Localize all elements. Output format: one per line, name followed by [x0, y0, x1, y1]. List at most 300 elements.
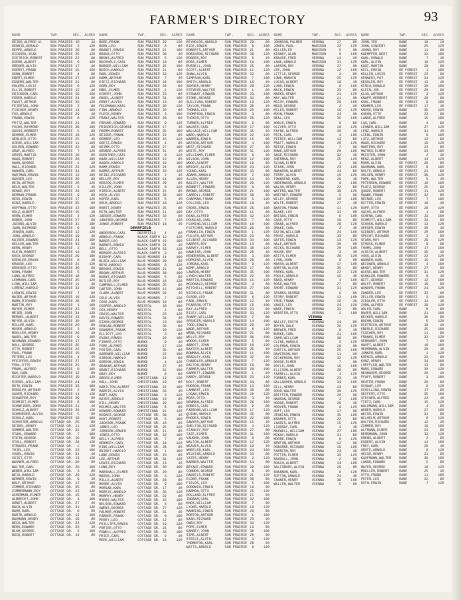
- entry-section: 7: [164, 296, 167, 301]
- entry-acres: 40: [91, 429, 96, 434]
- entry-township: COTTAGE GR.: [50, 469, 73, 474]
- entry-section: 11: [336, 97, 341, 102]
- entry-acres: 80: [91, 48, 96, 53]
- entry-acres: 120: [437, 93, 444, 98]
- entry-name: MOON,FRANK: [273, 113, 294, 118]
- entry-acres: 160: [437, 457, 444, 462]
- entry-section: 24: [336, 230, 341, 235]
- entry-acres: 80: [352, 210, 357, 215]
- entry-acres: 80: [352, 89, 357, 94]
- entry-section: 33: [75, 242, 80, 247]
- entry-acres: 40: [178, 365, 183, 370]
- entry-acres: 80: [91, 81, 96, 86]
- entry-township: SUN PRAIRIE: [50, 279, 73, 284]
- entry-acres: 80: [91, 153, 96, 158]
- entry-township: DE FOREST: [399, 214, 418, 219]
- entry-acres: 160: [89, 109, 96, 114]
- entry-name: MOORE,ALVIN: [99, 482, 122, 487]
- entry-section: 11: [162, 68, 167, 73]
- entry-township: SUN PRAIRIE: [50, 404, 73, 409]
- entry-acres: 80: [439, 380, 444, 385]
- entry-township: VIENNA: [311, 405, 325, 410]
- entry-acres: 160: [263, 222, 270, 227]
- entry-acres: 160: [263, 368, 270, 373]
- entry-township: VERONA: [311, 89, 325, 94]
- entry-acres: 160: [89, 141, 96, 146]
- entry-name: MAIER,ARTHUR: [12, 295, 37, 300]
- entry-section: 4: [77, 356, 80, 361]
- entry-section: 27: [162, 506, 167, 511]
- entry-section: 2: [164, 535, 167, 540]
- entry-name: STAHL,EDWARD: [12, 433, 37, 438]
- entry-township: SUN PRAIRIE: [137, 60, 160, 65]
- entry-acres: 160: [350, 311, 357, 316]
- entry-township: SUN PRAIRIE: [137, 194, 160, 199]
- entry-section: 12: [336, 68, 341, 73]
- entry-acres: 120: [89, 505, 96, 510]
- entry-acres: 120: [263, 392, 270, 397]
- entry-township: SUN PRAIRIE: [224, 493, 248, 498]
- entry-name: ROWE,ARTHUR: [273, 149, 296, 154]
- entry-name: ALTMANN,ELMER: [360, 429, 388, 434]
- entry-acres: 80: [178, 527, 183, 532]
- entry-acres: 120: [176, 40, 183, 45]
- entry-acres: 160: [89, 497, 96, 502]
- entry-township: DE FOREST: [399, 259, 418, 264]
- entry-section: 1: [77, 162, 80, 166]
- entry-township: SUN PRAIRIE: [224, 372, 248, 377]
- entry-acres: 160: [350, 149, 357, 154]
- entry-name: JONES,OTTO: [99, 434, 120, 439]
- entry-acres: 80: [352, 113, 357, 118]
- entry-township: COTTAGE GR.: [50, 425, 73, 430]
- entry-township: COTTAGE GR.: [137, 442, 160, 447]
- entry-section: 24: [249, 307, 254, 312]
- entry-township: VIENNA: [311, 417, 325, 422]
- entry-name: NASH,RICHARD: [186, 518, 211, 523]
- entry-acres: 120: [350, 141, 357, 146]
- entry-name: MYERS,WALTER: [99, 498, 124, 503]
- entry-section: 8: [251, 44, 254, 49]
- entry-township: BRISTOL: [137, 332, 152, 337]
- entry-township: SUN PRAIRIE: [224, 416, 248, 421]
- entry-township: VERONA: [311, 299, 325, 304]
- entry-name: MANNING,EDWIN: [186, 510, 213, 515]
- entry-acres: 40: [91, 113, 96, 118]
- entry-name: LUND,EDWIN: [273, 85, 294, 90]
- entry-township: COTTAGE GR.: [137, 510, 160, 515]
- entry-name: HARMS,ARTHUR: [99, 170, 124, 175]
- entry-section: 21: [249, 473, 254, 478]
- entry-name: PRAHL,ALFRED: [12, 368, 37, 373]
- entry-name: OLIVER,OTTO: [273, 125, 296, 130]
- entry-township: SUN PRAIRIE: [224, 360, 248, 365]
- entry-acres: 160: [176, 466, 183, 471]
- entry-section: 1: [77, 303, 80, 308]
- entry-section: 5: [164, 56, 167, 61]
- entry-name: PARKER,FRANK: [99, 515, 124, 520]
- entry-township: VERONA: [311, 109, 325, 114]
- entry-name: FEIERTAG,JOHN: [12, 105, 39, 110]
- column-label-section: SEC.: [421, 34, 431, 38]
- entry-township: SUN PRAIRIE: [224, 522, 248, 527]
- entry-township: SUN PRAIRIE: [137, 52, 160, 57]
- entry-township: SUN PRAIRIE: [50, 125, 73, 130]
- entry-township: SUN PRAIRIE: [137, 182, 160, 187]
- entry-acres: 80: [178, 166, 183, 171]
- entry-name: JOHNSON,ERWIN: [99, 430, 126, 435]
- entry-acres: 80: [352, 234, 357, 239]
- entry-acres: 160: [263, 384, 270, 389]
- entry-acres: 80: [439, 356, 444, 361]
- entry-section: 34: [336, 170, 341, 175]
- entry-section: 13: [424, 81, 429, 86]
- entry-acres: 160: [176, 210, 183, 215]
- entry-township: VERONA: [311, 206, 325, 211]
- entry-section: 24: [75, 97, 80, 102]
- entry-acres: 120: [176, 218, 183, 223]
- entry-name: LAMBERT,LEO: [186, 388, 209, 393]
- entry-name: MITCHELL,ROBERT: [186, 287, 217, 292]
- entry-township: SUN PRAIRIE: [50, 323, 73, 328]
- entry-section: 12: [336, 442, 341, 447]
- entry-name: TUCKER,OTTO: [186, 117, 209, 122]
- entry-section: 25: [75, 137, 80, 142]
- entry-name: NOLL,GEORGE: [12, 344, 35, 349]
- entry-section: 20: [162, 470, 167, 475]
- entry-acres: 160: [263, 287, 270, 292]
- entry-township: DANE: [399, 141, 408, 146]
- entry-township: SUN PRAIRIE: [224, 125, 248, 130]
- entry-name: RICHTER,HAROLD: [12, 376, 41, 381]
- entry-township: SUN PRAIRIE: [224, 538, 248, 543]
- entry-township: SUN PRAIRIE: [50, 44, 73, 49]
- entry-section: 15: [424, 117, 429, 122]
- entry-section: 12: [336, 295, 341, 300]
- entry-name: LIEBL,EDWIN: [360, 133, 384, 138]
- entry-acres: 120: [350, 373, 357, 378]
- entry-acres: 80: [178, 109, 183, 114]
- entry-township: COTTAGE GR.: [50, 530, 73, 535]
- entry-township: DE FOREST: [399, 230, 418, 235]
- entry-township: SUN PRAIRIE: [50, 299, 73, 304]
- entry-acres: 80: [91, 348, 96, 353]
- entry-name: DIETZ,RICHARD: [99, 81, 126, 86]
- entry-name: DOYLE,JOHN: [273, 365, 294, 370]
- entry-acres: 80: [439, 186, 444, 191]
- entry-township: SUN PRAIRIE: [224, 433, 248, 438]
- directory-entry: [274, 483, 357, 487]
- entry-acres: 120: [350, 287, 357, 292]
- entry-name: HOLLAND,ALFRED: [186, 493, 215, 498]
- entry-section: 8: [426, 449, 429, 454]
- entry-section: 16: [75, 153, 80, 158]
- entry-section: 23: [336, 377, 341, 382]
- entry-name: SIMPSON,KARL: [186, 77, 211, 82]
- column-label-section: SEC.: [72, 34, 82, 38]
- entry-section: 19: [162, 239, 167, 244]
- entry-name: EBERLE,RICHARD: [360, 327, 390, 332]
- entry-name: HUBER,JOHN: [12, 218, 33, 223]
- entry-section: 31: [424, 129, 429, 134]
- entry-name: SOMMER,WALTER: [12, 429, 39, 434]
- entry-name: KEIL,ERVIN: [360, 68, 382, 73]
- entry-section: 19: [75, 376, 80, 381]
- entry-name: JACOBS,ALVIN: [12, 222, 37, 227]
- entry-section: 24: [336, 450, 341, 455]
- entry-section: 27: [162, 145, 167, 150]
- entry-name: WEBER,WILLIAM: [12, 469, 39, 474]
- entry-acres: 80: [91, 170, 96, 175]
- entry-acres: 40: [352, 226, 357, 231]
- entry-name: RUSSELL,JOHN: [186, 64, 211, 69]
- entry-township: CHRISTIANA: [137, 385, 158, 390]
- entry-name: JUNG,ARNOLD: [12, 234, 35, 239]
- entry-section: 5: [426, 178, 429, 183]
- directory-column-3: [186, 34, 269, 586]
- entry-township: COTTAGE GR.: [50, 522, 73, 527]
- entry-section: 7: [164, 438, 167, 443]
- entry-acres: 80: [352, 369, 357, 374]
- entry-name: BURNS,RICHARD: [99, 276, 126, 281]
- entry-township: DE FOREST: [399, 246, 418, 251]
- entry-section: 21: [336, 93, 341, 98]
- entry-name: MILES,ROBERT: [273, 109, 299, 114]
- entry-section: 26: [162, 478, 167, 483]
- entry-name: CONNOR,GEORGE: [186, 469, 213, 474]
- entry-name: ARNOLD,FRANK: [99, 235, 124, 240]
- entry-township: DE FOREST: [399, 242, 418, 247]
- entry-township: DE FOREST: [399, 283, 418, 288]
- entry-acres: 120: [437, 60, 444, 65]
- entry-township: SUN PRAIRIE: [137, 149, 160, 154]
- entry-section: 34: [424, 218, 429, 223]
- entry-name: BAHR,KARL: [12, 510, 31, 515]
- entry-acres: 160: [350, 166, 357, 171]
- entry-section: 18: [249, 60, 254, 65]
- entry-acres: 80: [91, 421, 96, 425]
- entry-name: HERZOG,ELMER: [99, 182, 124, 187]
- entry-name: GILL,HENRY: [273, 385, 294, 390]
- entry-name: HORST,HENRY: [99, 206, 122, 211]
- entry-name: KAEMPFER,BERT: [360, 52, 388, 57]
- entry-name: JOHN,TED: [360, 40, 378, 45]
- entry-name: KOHL,FRANK: [360, 101, 382, 106]
- entry-name: HAWKINS,JOHN: [186, 251, 211, 256]
- entry-acres: 80: [178, 446, 183, 451]
- entry-acres: 40: [352, 450, 357, 455]
- entry-name: ULRICH,ALBERT: [360, 251, 388, 256]
- entry-acres: 120: [89, 360, 96, 365]
- entry-acres: 80: [178, 276, 183, 281]
- entry-acres: 120: [350, 157, 357, 162]
- entry-township: VERONA: [311, 113, 325, 118]
- entry-township: DANE: [399, 469, 408, 474]
- entry-section: 12: [424, 137, 429, 142]
- entry-township: SUN PRAIRIE: [224, 408, 248, 413]
- entry-acres: 80: [178, 44, 183, 49]
- entry-section: 21: [249, 190, 254, 195]
- entry-township: SUN PRAIRIE: [224, 384, 248, 389]
- entry-section: 34: [162, 458, 167, 463]
- entry-acres: 160: [437, 230, 444, 235]
- entry-acres: 160: [89, 238, 96, 243]
- entry-section: 6: [426, 133, 429, 138]
- entry-acres: 120: [437, 400, 444, 405]
- entry-township: DANE: [399, 400, 408, 405]
- entry-name: CRAIG,WALTER: [99, 312, 124, 317]
- entry-acres: 120: [437, 190, 444, 195]
- entry-name: EBEL,ELMER: [99, 89, 120, 94]
- entry-section: 33: [162, 531, 167, 536]
- entry-section: 15: [249, 137, 254, 142]
- entry-name: PRICE,CARL: [99, 535, 120, 540]
- entry-township: DANE: [399, 52, 408, 57]
- entry-township: SUN PRAIRIE: [224, 157, 248, 162]
- entry-name: GIBSON,HAROLD: [99, 357, 126, 362]
- entry-township: DANE: [399, 113, 408, 118]
- entry-acres: 120: [350, 222, 357, 227]
- entry-section: 8: [338, 328, 341, 333]
- entry-section: 5: [251, 481, 254, 486]
- entry-section: 16: [162, 81, 167, 86]
- entry-acres: 120: [350, 190, 357, 195]
- entry-name: EBERT,ELMER: [12, 77, 35, 82]
- entry-acres: 80: [178, 332, 183, 337]
- entry-acres: 120: [176, 539, 183, 544]
- entry-township: SUN PRAIRIE: [50, 97, 73, 102]
- entry-acres: 80: [178, 206, 183, 211]
- entry-acres: 80: [178, 519, 183, 524]
- entry-township: SUN PRAIRIE: [224, 68, 248, 73]
- entry-township: DE FOREST: [399, 182, 418, 187]
- entry-name: WERNER,EDWIN: [12, 477, 37, 482]
- entry-section: 9: [164, 121, 167, 126]
- entry-acres: 80: [439, 461, 444, 466]
- entry-section: 18: [249, 485, 254, 490]
- entry-section: 34: [336, 381, 341, 386]
- entry-section: 23: [75, 449, 80, 454]
- entry-section: 17: [336, 40, 341, 45]
- entry-acres: 80: [265, 170, 270, 175]
- entry-acres: 80: [91, 534, 96, 539]
- entry-section: 14: [162, 397, 167, 402]
- entry-section: 1: [251, 372, 254, 377]
- entry-township: SUN PRAIRIE: [224, 101, 248, 106]
- entry-township: DANE: [399, 340, 408, 345]
- directory-column-1: [12, 34, 95, 586]
- entry-name: DRAKE,CARL: [273, 226, 294, 231]
- entry-section: 36: [249, 336, 254, 341]
- entry-name: GARRETT,EDWARD: [186, 372, 215, 377]
- entry-name: DUNN,ROBERT: [12, 72, 35, 77]
- entry-acres: 160: [437, 376, 444, 381]
- entry-acres: 160: [350, 198, 357, 203]
- entry-name: FROMM,ROBERT: [99, 129, 124, 134]
- entry-name: RHODES,EDWIN: [186, 416, 211, 421]
- entry-township: VERONA: [311, 291, 325, 296]
- entry-section: 4: [77, 214, 80, 219]
- entry-name: HALL,RICHARD: [12, 166, 37, 171]
- entry-name: MOHR,ALVIN: [360, 162, 382, 166]
- entry-township: MADISON: [311, 44, 327, 49]
- entry-township: DANE: [399, 315, 408, 320]
- entry-township: DANE: [399, 356, 408, 361]
- entry-acres: 120: [89, 295, 96, 300]
- entry-township: SUN PRAIRIE: [137, 210, 160, 215]
- entry-section: 6: [251, 295, 254, 300]
- entry-township: CHRISTIANA: [137, 397, 158, 402]
- entry-acres: 160: [437, 133, 444, 138]
- entry-name: MUELLER,ROBERT: [360, 469, 390, 474]
- entry-acres: 160: [89, 68, 96, 73]
- entry-section: 3: [251, 255, 254, 260]
- entry-section: 3: [77, 327, 80, 332]
- entry-section: 22: [249, 275, 254, 280]
- entry-name: FRANKE,ELMER: [360, 336, 386, 341]
- entry-name: ABBOTT,JOHN: [186, 344, 209, 349]
- entry-name: BAILEY,WALTER: [186, 182, 213, 187]
- entry-name: GALLAGHER,ARNOLD: [273, 381, 307, 386]
- entry-section: 27: [75, 218, 80, 223]
- entry-township: BRISTOL: [137, 324, 152, 329]
- entry-name: BOWMAN,ALVIN: [186, 352, 211, 357]
- entry-section: 13: [249, 526, 254, 531]
- entry-township: SUN PRAIRIE: [50, 267, 73, 272]
- entry-acres: 80: [178, 397, 183, 402]
- entry-section: 15: [424, 400, 429, 405]
- entry-acres: 120: [263, 68, 270, 73]
- entry-township: SUN PRAIRIE: [137, 72, 160, 77]
- entry-name: WEAVER,ALVIN: [186, 445, 211, 450]
- entry-section: 4: [77, 497, 80, 502]
- entry-section: 28: [249, 85, 254, 90]
- entry-name: COLLINS,LEO: [186, 202, 209, 207]
- entry-name: KRUSE,ERWIN: [360, 109, 384, 114]
- entry-name: MARTIN,EDWARD: [186, 279, 213, 284]
- entry-section: 2: [77, 388, 80, 393]
- entry-section: 23: [162, 454, 167, 459]
- entry-section: 16: [75, 295, 80, 300]
- entry-acres: 40: [265, 105, 270, 110]
- entry-name: NORTON,ALVIN: [273, 267, 299, 272]
- entry-section: 36: [424, 174, 429, 179]
- entry-name: LENZ,HAROLD: [360, 129, 384, 134]
- entry-township: DE FOREST: [399, 295, 418, 300]
- entry-name: SCHMIDT,ELMER: [12, 400, 39, 405]
- entry-acres: 40: [265, 81, 270, 86]
- entry-name: BAILEY,EDITH: [273, 320, 299, 325]
- entry-township: SUN PRAIRIE: [50, 198, 73, 203]
- entry-name: SIEBERT,ARTHUR: [360, 230, 390, 235]
- entry-acres: 80: [352, 291, 357, 296]
- entry-township: SUN PRAIRIE: [50, 356, 73, 361]
- entry-township: SUN PRAIRIE: [50, 238, 73, 243]
- entry-section: 31: [162, 510, 167, 515]
- entry-acres: 160: [350, 381, 357, 386]
- entry-township: SUN PRAIRIE: [224, 97, 248, 102]
- entry-name: SCHOEN,HAROLD: [360, 222, 388, 227]
- entry-acres: 120: [263, 101, 270, 106]
- entry-acres: 80: [265, 259, 270, 264]
- entry-acres: 120: [437, 481, 444, 486]
- entry-acres: 80: [91, 267, 96, 272]
- entry-section: 22: [249, 133, 254, 138]
- entry-township: VERONA: [311, 166, 325, 171]
- entry-township: VIENNA: [311, 482, 325, 487]
- entry-section: 3: [251, 113, 254, 118]
- entry-acres: 40: [178, 268, 183, 273]
